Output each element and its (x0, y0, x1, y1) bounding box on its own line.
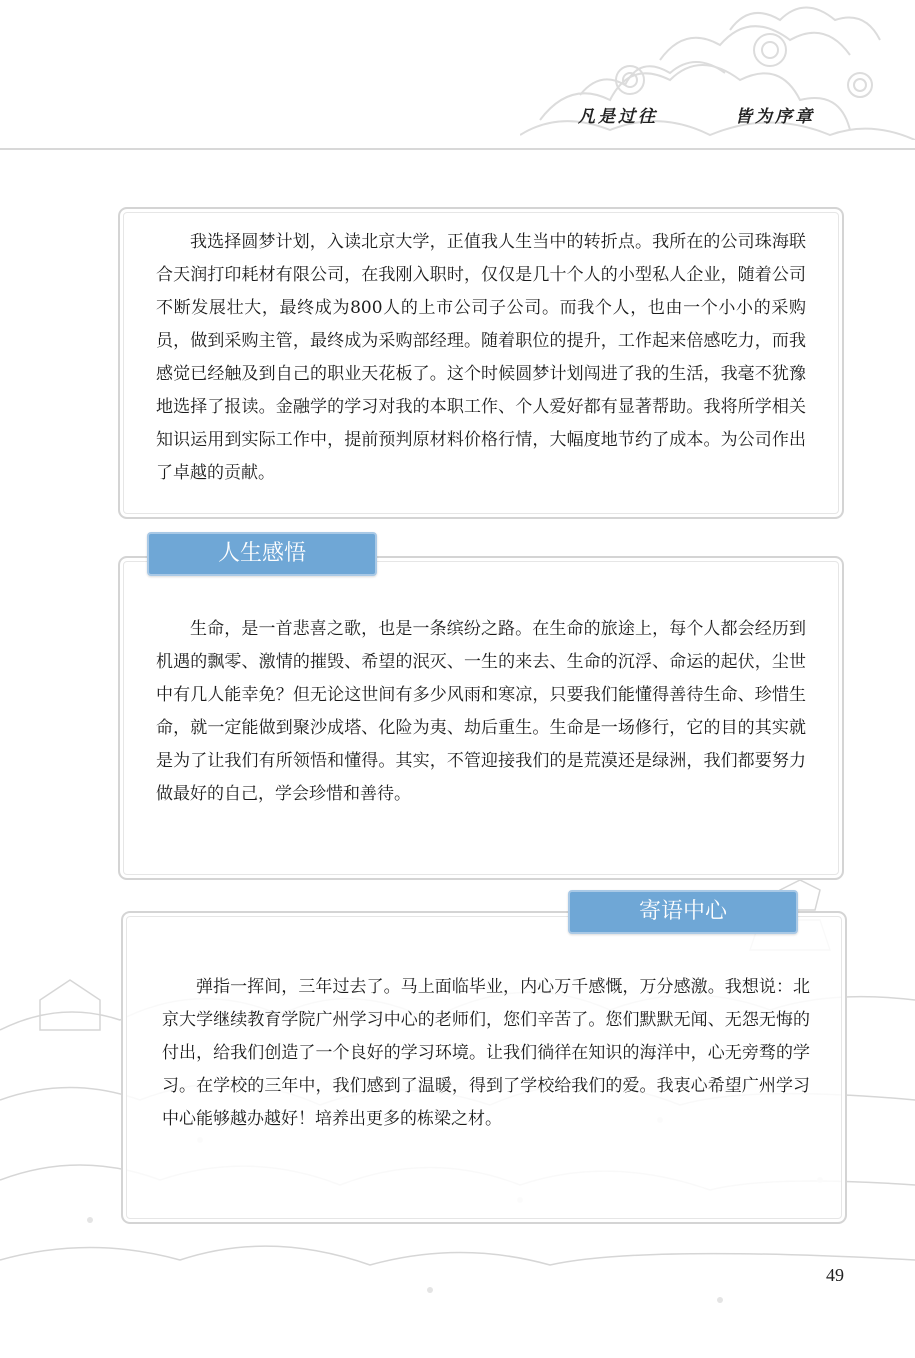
header-motto-left: 凡是过往 (578, 107, 658, 127)
page-number: 49 (826, 1265, 844, 1285)
section-2-paragraph: 生命，是一首悲喜之歌，也是一条缤纷之路。在生命的旅途上，每个人都会经历到机遇的飘零、激情的摧毁、希望的泯灭、一生的来去、生命的沉浮、命运的起伏，尘世中有几人能幸免？但无论这世间有多少风雨和寒凉，只要我们能懂得善待生命、珍惜生命，就一定能做到聚沙成塔、化险为夷、劫后重生。生命是一场修行，它的目的其实就是为了让我们有所领悟和懂得。其实，不管迎接我们的是荒漠还是绿洲，我们都要努力做最好的自己，学会珍惜和善待。 (156, 619, 806, 804)
section-2-title-tab: 人生感悟 (147, 532, 377, 576)
header-divider (0, 148, 915, 150)
section-3-paragraph: 弹指一挥间，三年过去了。马上面临毕业，内心万千感慨，万分感激。我想说：北京大学继续教育学院广州学习中心的老师们，您们辛苦了。您们默默无闻、无怨无悔的付出，给我们创造了一个良好的学习环境。让我们徜徉在知识的海洋中，心无旁骛的学习。在学校的三年中，我们感到了温暖，得到了学校给我们的爱。我衷心希望广州学习中心能够越办越好！培养出更多的栋梁之材。 (162, 977, 810, 1129)
header-motto-right: 皆为序章 (735, 107, 815, 127)
page-header (0, 0, 915, 148)
section-1-paragraph: 我选择圆梦计划，入读北京大学，正值我人生当中的转折点。我所在的公司珠海联合天润打印耗材有限公司，在我刚入职时，仅仅是几十个人的小型私人企业，随着公司不断发展壮大，最终成为800人的上市公司子公司。而我个人，也由一个小小的采购员，做到采购主管，最终成为采购部经理。随着职位的提升，工作起来倍感吃力，而我感觉已经触及到自己的职业天花板了。这个时候圆梦计划闯进了我的生活，我毫不犹豫地选择了报读。金融学的学习对我的本职工作、个人爱好都有显著帮助。我将所学相关知识运用到实际工作中，提前预判原材料价格行情，大幅度地节约了成本。为公司作出了卓越的贡献。 (156, 232, 806, 483)
section-3-title-tab: 寄语中心 (568, 890, 798, 934)
